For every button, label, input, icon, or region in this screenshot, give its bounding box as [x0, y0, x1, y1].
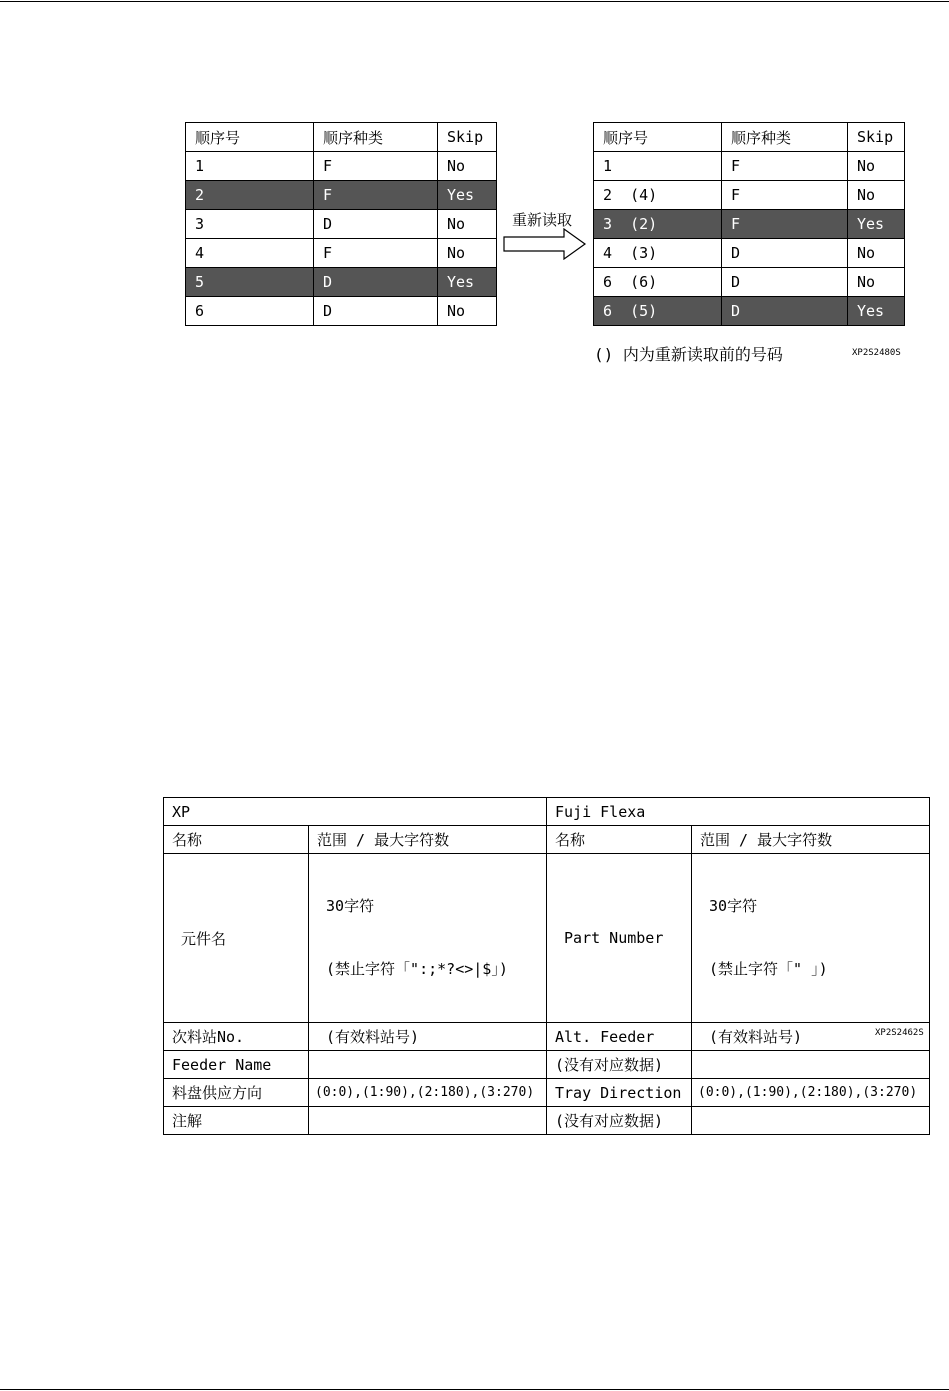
page-bottom-rule: [0, 1389, 949, 1390]
header-skip: Skip: [438, 123, 497, 152]
xp-range: [309, 1107, 547, 1135]
cell-skip: Yes: [848, 297, 905, 326]
cell-type: F: [722, 210, 848, 239]
cell-no: 1: [594, 152, 722, 181]
cell-type: D: [314, 268, 438, 297]
xp-name: 元件名: [164, 854, 309, 1023]
sequence-table-before: [185, 122, 497, 326]
col-range-xp: 范围 / 最大字符数: [309, 826, 547, 854]
flexa-range: [692, 1107, 930, 1135]
column-header-row: [164, 826, 930, 854]
flexa-name: Part Number: [547, 854, 692, 1023]
field-mapping-table: [163, 797, 930, 1135]
cell-no: 1: [186, 152, 314, 181]
cell-no: 6: [186, 297, 314, 326]
xp-range: (有效料站号): [309, 1023, 547, 1051]
table-row: [594, 268, 905, 297]
cell-no: 2: [186, 181, 314, 210]
cell-skip: No: [438, 210, 497, 239]
xp-name: 注解: [164, 1107, 309, 1135]
header-seq-type: 顺序种类: [722, 123, 848, 152]
cell-type: D: [314, 210, 438, 239]
table-row: [186, 210, 497, 239]
header-skip: Skip: [848, 123, 905, 152]
cell-type: D: [722, 297, 848, 326]
cell-type: F: [314, 152, 438, 181]
cell-type: F: [314, 239, 438, 268]
table-row: [186, 152, 497, 181]
table-row: [164, 1079, 930, 1107]
xp-name: 料盘供应方向: [164, 1079, 309, 1107]
cell-no: 2 (4): [594, 181, 722, 210]
col-name-xp: 名称: [164, 826, 309, 854]
cell-type: F: [314, 181, 438, 210]
group-flexa: Fuji Flexa: [547, 798, 930, 826]
cell-type: D: [314, 297, 438, 326]
cell-skip: No: [438, 239, 497, 268]
cell-skip: No: [438, 297, 497, 326]
cell-type: F: [722, 181, 848, 210]
xp-range: (0:0),(1:90),(2:180),(3:270): [309, 1079, 547, 1107]
flexa-range: [692, 1051, 930, 1079]
xp-name: 次料站No.: [164, 1023, 309, 1051]
xp-range: [309, 854, 547, 1023]
table-row-skipped: [594, 297, 905, 326]
table-row: [164, 1107, 930, 1135]
cell-no: 3 (2): [594, 210, 722, 239]
col-name-flexa: 名称: [547, 826, 692, 854]
flexa-name: Alt. Feeder: [547, 1023, 692, 1051]
reload-note: () 内为重新读取前的号码: [594, 345, 783, 364]
table-header-row: [594, 123, 905, 152]
header-seq-no: 顺序号: [186, 123, 314, 152]
cell-skip: No: [848, 181, 905, 210]
cell-skip: No: [848, 268, 905, 297]
figure-code: XP2S2462S: [875, 1028, 924, 1038]
xp-range: [309, 1051, 547, 1079]
xp-range-line: 30字符: [317, 897, 375, 915]
table-row-skipped: [594, 210, 905, 239]
cell-skip: No: [848, 239, 905, 268]
flexa-name: (没有对应数据): [547, 1051, 692, 1079]
figure-code: XP2S2480S: [852, 348, 901, 358]
xp-name: Feeder Name: [164, 1051, 309, 1079]
table-row: [594, 181, 905, 210]
table-row: [594, 152, 905, 181]
flexa-range: (0:0),(1:90),(2:180),(3:270): [692, 1079, 930, 1107]
table-header-row: [186, 123, 497, 152]
page-top-rule: [0, 1, 949, 2]
cell-no: 6 (6): [594, 268, 722, 297]
xp-range-line: (禁止字符「":;*?<>|$」): [317, 960, 508, 978]
group-xp: XP: [164, 798, 547, 826]
cell-skip: Yes: [438, 268, 497, 297]
cell-type: F: [722, 152, 848, 181]
table-row: [594, 239, 905, 268]
cell-no: 5: [186, 268, 314, 297]
flexa-range-line: 30字符: [700, 897, 758, 915]
table-row-skipped: [186, 181, 497, 210]
col-range-flexa: 范围 / 最大字符数: [692, 826, 930, 854]
table-row-skipped: [186, 268, 497, 297]
table-row: [164, 1023, 930, 1051]
sequence-table-after: [593, 122, 905, 326]
cell-skip: No: [848, 152, 905, 181]
header-seq-type: 顺序种类: [314, 123, 438, 152]
header-seq-no: 顺序号: [594, 123, 722, 152]
cell-no: 4: [186, 239, 314, 268]
cell-skip: Yes: [848, 210, 905, 239]
reload-label: 重新读取: [512, 211, 573, 229]
flexa-range: (有效料站号): [692, 1023, 930, 1051]
cell-type: D: [722, 268, 848, 297]
cell-skip: Yes: [438, 181, 497, 210]
cell-no: 3: [186, 210, 314, 239]
flexa-name: (没有对应数据): [547, 1107, 692, 1135]
flexa-range: [692, 854, 930, 1023]
right-arrow-icon: [503, 228, 587, 260]
table-row: [164, 1051, 930, 1079]
flexa-name: Tray Direction: [547, 1079, 692, 1107]
cell-no: 4 (3): [594, 239, 722, 268]
flexa-range-line: (禁止字符「" 」): [700, 960, 828, 978]
cell-type: D: [722, 239, 848, 268]
table-row: [186, 239, 497, 268]
table-row: [186, 297, 497, 326]
cell-no: 6 (5): [594, 297, 722, 326]
cell-skip: No: [438, 152, 497, 181]
table-row: [164, 854, 930, 1023]
group-header-row: [164, 798, 930, 826]
